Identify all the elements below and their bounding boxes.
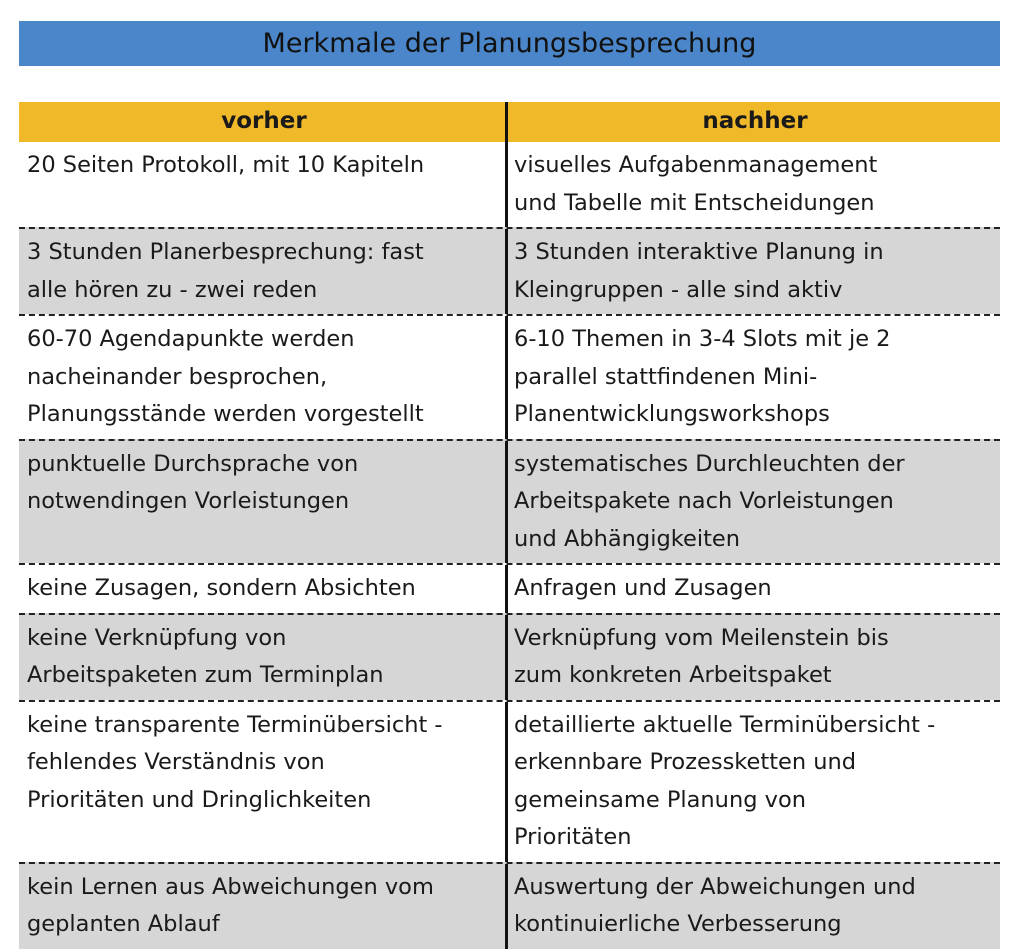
- table-title: Merkmale der Planungsbesprechung: [19, 21, 1000, 66]
- table-row: [19, 700, 1000, 862]
- cell-after: Verknüpfung vom Meilenstein bis zum konkreten Arbeitspaket: [514, 624, 889, 688]
- cell-before: 3 Stunden Planerbesprechung: fast alle hören zu - zwei reden: [19, 229, 508, 314]
- table-row: [19, 142, 1000, 227]
- cell-after: Anfragen und Zusagen: [514, 575, 772, 601]
- cell-before: keine transparente Terminübersicht - fehlendes Verständnis von Prioritäten und Dringlichkeiten: [19, 702, 508, 862]
- cell-before: 60-70 Agendapunkte werden nacheinander besprochen, Planungsstände werden vorgestellt: [19, 316, 508, 439]
- table-row: [19, 227, 1000, 314]
- cell-before: 20 Seiten Protokoll, mit 10 Kapiteln: [19, 142, 508, 227]
- comparison-table: [19, 102, 1000, 949]
- cell-before: kein Lernen aus Abweichungen vom geplanten Ablauf: [19, 864, 508, 949]
- cell-after: systematisches Durchleuchten der Arbeitspakete nach Vorleistungen und Abhängigkeiten: [514, 450, 905, 552]
- cell-before: keine Zusagen, sondern Absichten: [19, 565, 508, 613]
- header-before: vorher: [19, 102, 508, 142]
- table-row: [19, 613, 1000, 700]
- cell-after: detaillierte aktuelle Terminübersicht - erkennbare Prozessketten und gemeinsame Planung von Prioritäten: [514, 711, 936, 850]
- table-row: [19, 314, 1000, 439]
- cell-after: Auswertung der Abweichungen und kontinuierliche Verbesserung: [514, 873, 916, 937]
- table-row: [19, 862, 1000, 949]
- header-after: nachher: [702, 108, 808, 135]
- table-row: [19, 563, 1000, 613]
- cell-after: 3 Stunden interaktive Planung in Kleingruppen - alle sind aktiv: [514, 239, 884, 303]
- cell-after: visuelles Aufgabenmanagement und Tabelle mit Entscheidungen: [514, 152, 878, 216]
- cell-before: keine Verknüpfung von Arbeitspaketen zum Terminplan: [19, 615, 508, 700]
- cell-after: 6-10 Themen in 3-4 Slots mit je 2 parallel stattfindenen Mini- Planentwicklungsworkshops: [514, 326, 891, 427]
- cell-before: punktuelle Durchsprache von notwendingen Vorleistungen: [19, 441, 508, 564]
- table-header: [19, 102, 1000, 142]
- table-row: [19, 439, 1000, 564]
